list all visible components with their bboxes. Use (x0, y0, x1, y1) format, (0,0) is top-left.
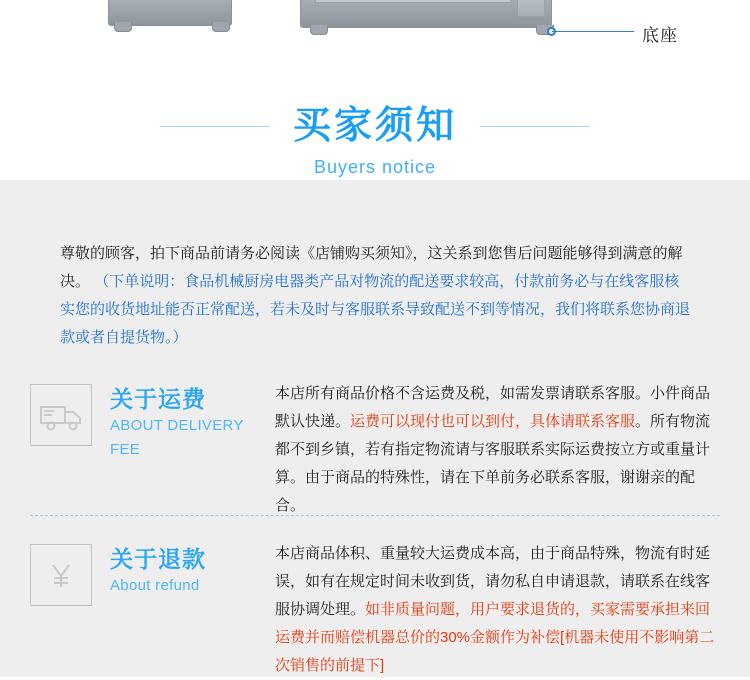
truck-icon (30, 384, 92, 446)
section-delivery-title-cn: 关于运费 (110, 386, 206, 412)
section-refund-title-cn: 关于退款 (110, 546, 206, 572)
section-refund-titles (110, 544, 206, 598)
section-delivery-body (275, 380, 720, 520)
section-delivery-title-en: ABOUT DELIVERY FEE (110, 417, 244, 458)
section-refund-left (30, 540, 275, 680)
product-machine-right (300, 0, 552, 28)
machine-right-side (517, 0, 545, 17)
intro-black-text: 尊敬的顾客，拍下商品前请务必阅读《店铺购买须知》，这关系到您售后问题能够得到满意的解决。 (60, 245, 683, 290)
torn-edge-decoration (0, 180, 750, 202)
section-delivery-titles (110, 384, 275, 462)
section-divider (30, 515, 720, 516)
delivery-text-3: 。所有物流都不到乡镇，若有指定物流请与客服联系实际运费按立方或重量计算。由于商品的特殊性，请在下单前务必联系客服，谢谢亲的配合。 (275, 413, 711, 514)
section-refund-body (275, 540, 720, 680)
page-subtitle: Buyers notice (313, 157, 437, 177)
machine-right-panel (315, 0, 511, 3)
intro-blue-text: （下单说明：食品机械厨房电器类产品对物流的配送要求较高，付款前务必与在线客服核实您的收货地址能否正常配送，若未及时与客服联系导致配送不到等情况，我们将联系您协商退款或者自提货物。） (60, 273, 691, 346)
notice-panel (0, 180, 750, 677)
section-delivery-left (30, 380, 275, 520)
refund-text-1: 本店商品体积、重量较大运费成本高，由于商品特殊，物流有时延误，如有在规定时间未收到货，请勿私自申请退款，请联系在线客服协调处理。 (275, 545, 711, 618)
machine-left-foot-1 (114, 22, 132, 32)
callout-label: 底座 (642, 26, 678, 45)
section-delivery-fee (30, 380, 720, 520)
section-refund (30, 540, 720, 680)
product-photo-strip (0, 0, 750, 60)
callout-leader-line (552, 31, 634, 32)
refund-text-2-red: 如非质量问题，用户要求退货的，买家需要承担来回运费并而赔偿机器总价的30%金额作为补偿[机器未使用不影响第二次销售的前提下] (275, 601, 715, 674)
delivery-text-1: 本店所有商品价格不含运费及税，如需发票请联系客服。小件商品默认快递。 (275, 385, 711, 430)
delivery-text-2-red: 运费可以现付也可以到付，具体请联系客服 (350, 413, 636, 430)
buyers-notice-header (0, 60, 750, 180)
machine-left-foot-2 (212, 22, 230, 32)
section-refund-title-en: About refund (110, 577, 200, 594)
yuan-icon (30, 544, 92, 606)
page-title: 买家须知 (292, 105, 457, 147)
machine-right-foot-1 (310, 25, 328, 35)
intro-paragraph (60, 240, 692, 352)
